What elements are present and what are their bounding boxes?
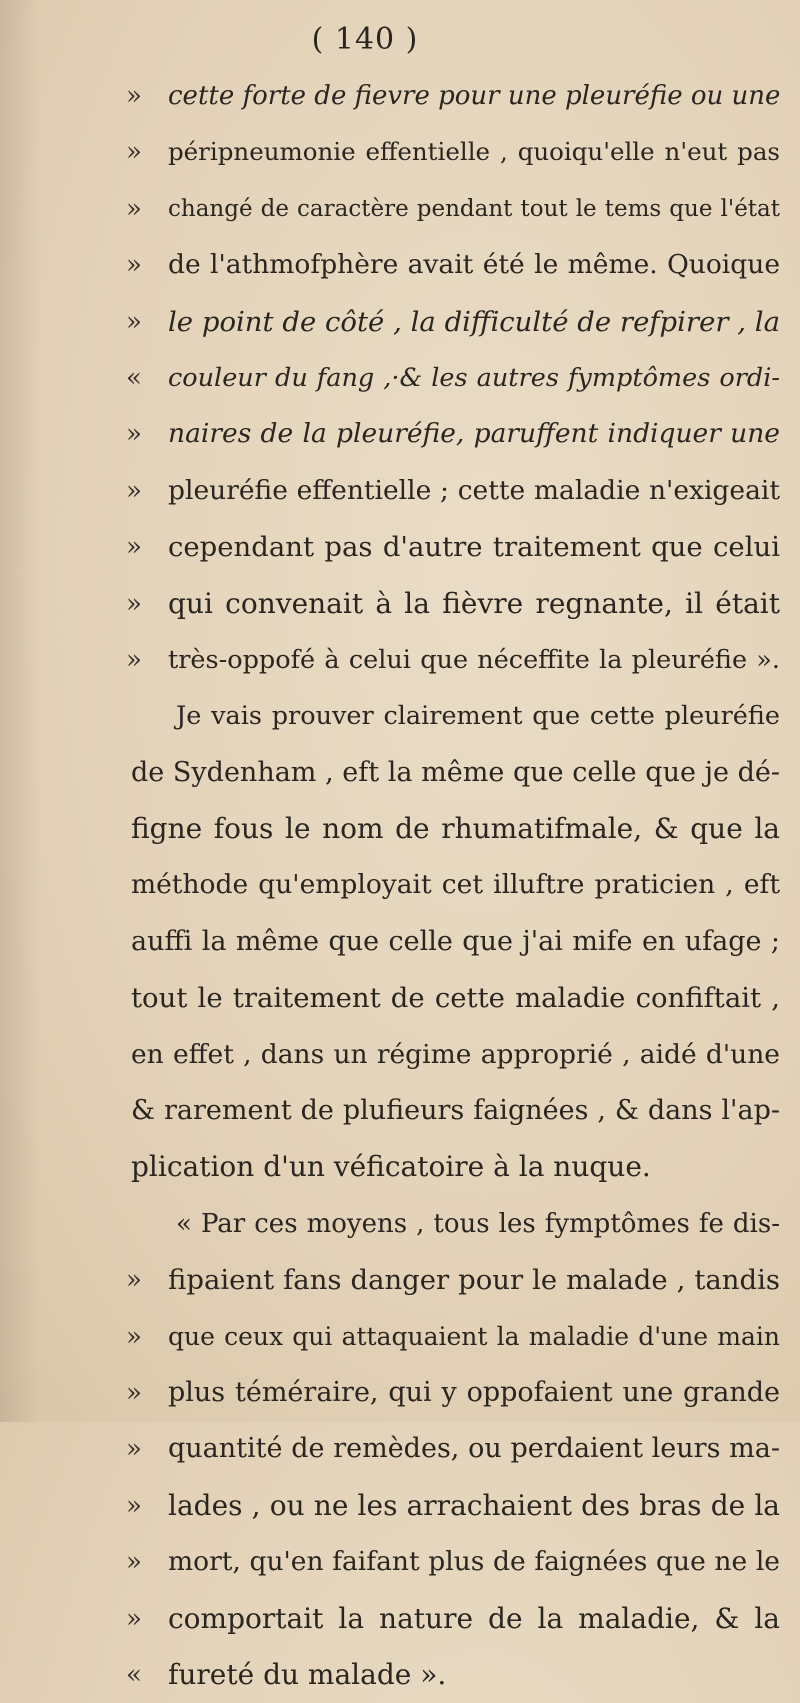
text-line <box>126 350 780 406</box>
quotation-mark: » <box>126 1434 142 1465</box>
line-text: cependant pas d'autre traitement que celui <box>168 531 780 564</box>
text-line <box>126 406 780 462</box>
text-line <box>131 745 780 801</box>
quotation-mark: » <box>126 250 142 281</box>
quotation-mark: » <box>126 1490 142 1521</box>
text-line <box>126 1252 780 1308</box>
line-text: plus téméraire, qui y oppofaient une grande <box>168 1376 780 1408</box>
quotation-mark: » <box>126 1265 142 1296</box>
text-line <box>126 237 780 293</box>
line-text: pleuréfie effentielle ; cette maladie n'exigeait <box>168 474 780 506</box>
text-line <box>131 1027 780 1083</box>
text-line <box>131 688 780 744</box>
line-text: couleur du fang ,·& les autres fymptômes ordi- <box>168 362 780 393</box>
quotation-mark: » <box>126 193 142 224</box>
line-text: de Sydenham , eft la même que celle que je dé- <box>131 756 780 788</box>
text-line <box>126 632 780 688</box>
quotation-mark: » <box>126 419 142 450</box>
text-line <box>126 181 780 237</box>
quotation-mark: » <box>126 1603 142 1634</box>
text-line <box>131 1139 780 1195</box>
text-block <box>126 68 781 1703</box>
text-line <box>126 294 780 350</box>
line-text: qui convenait à la fièvre regnante, il était <box>168 586 780 620</box>
text-line <box>126 519 780 575</box>
line-text: que ceux qui attaquaient la maladie d'une main <box>168 1321 780 1351</box>
line-text: méthode qu'employait cet illuftre praticien , eft <box>131 869 780 901</box>
line-text: fipaient fans danger pour le malade , tandis <box>168 1264 780 1297</box>
quotation-mark: » <box>126 475 142 506</box>
line-text: Je vais prouver clairement que cette pleuréfie <box>176 701 780 732</box>
text-line <box>126 1421 780 1477</box>
quotation-mark: » <box>126 644 142 675</box>
quotation-mark: » <box>126 532 142 563</box>
line-text: auffi la même que celle que j'ai mife en ufage ; <box>131 925 780 957</box>
text-line <box>126 463 780 519</box>
quotation-mark: » <box>126 1321 142 1352</box>
line-text: cette forte de fievre pour une pleuréfie ou une <box>168 81 781 111</box>
text-line <box>126 68 781 124</box>
line-text: comportait la nature de la maladie, & la <box>168 1601 780 1635</box>
line-text: mort, qu'en faifant plus de faignées que ne le <box>168 1546 780 1578</box>
line-text: en effet , dans un régime approprié , aidé d'une <box>131 1038 780 1070</box>
text-line <box>126 1478 780 1534</box>
text-line <box>131 801 780 857</box>
text-line <box>126 124 780 180</box>
line-text: « Par ces moyens , tous les fymptômes fe dis- <box>176 1208 780 1239</box>
line-text: le point de côté , la difficulté de refpirer , la <box>168 305 780 338</box>
page-gutter-shadow <box>0 0 40 1422</box>
text-line <box>131 1196 780 1252</box>
line-text: quantité de remèdes, ou perdaient leurs ma- <box>168 1433 780 1465</box>
quotation-mark: » <box>126 306 142 337</box>
line-text: figne fous le nom de rhumatifmale, & que la <box>131 812 780 846</box>
line-text: & rarement de plufieurs faignées , & dans l'ap- <box>131 1095 780 1127</box>
quotation-mark: « <box>126 1659 142 1690</box>
line-text: de l'athmofphère avait été le même. Quoique <box>168 249 780 281</box>
text-line <box>131 1083 780 1139</box>
line-text: lades , ou ne les arrachaient des bras de la <box>168 1488 780 1522</box>
text-line <box>131 970 780 1026</box>
quotation-mark: » <box>126 1547 142 1578</box>
line-text: plication d'un véficatoire à la nuque. <box>131 1150 651 1184</box>
text-line <box>126 1534 780 1590</box>
text-line <box>131 857 780 913</box>
line-text: tout le traitement de cette maladie confiftait , <box>131 982 780 1015</box>
line-text: péripneumonie effentielle , quoiqu'elle n'eut pas <box>168 137 780 167</box>
text-line <box>131 914 780 970</box>
quotation-mark: » <box>126 1377 142 1408</box>
quotation-mark: » <box>126 137 142 168</box>
page-number: ( 140 ) <box>311 22 419 57</box>
quotation-mark: « <box>126 362 142 393</box>
text-line <box>126 1309 780 1365</box>
line-text: très-oppofé à celui que néceffite la pleuréfie ». <box>168 644 780 675</box>
text-line <box>126 1365 780 1421</box>
line-text: fureté du malade ». <box>168 1657 447 1691</box>
text-line <box>126 576 780 632</box>
line-text: naires de la pleuréfie, paruffent indiquer une <box>168 418 780 450</box>
text-line <box>126 1647 780 1703</box>
line-text: changé de caractère pendant tout le tems que l'état <box>168 195 780 222</box>
text-line <box>126 1591 780 1647</box>
quotation-mark: » <box>126 588 142 619</box>
quotation-mark: » <box>126 81 142 111</box>
